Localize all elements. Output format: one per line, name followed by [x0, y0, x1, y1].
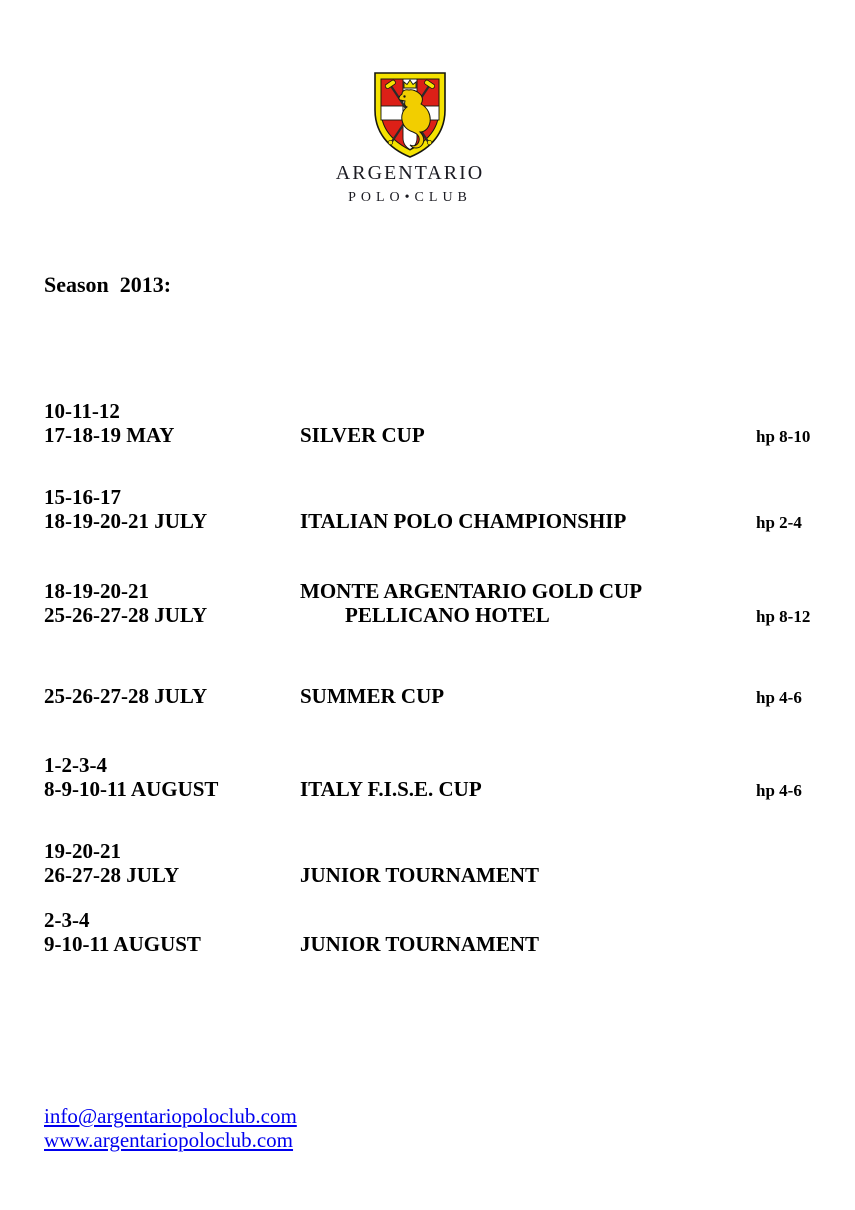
entry-date-line2: 9-10-11 AUGUST	[44, 932, 201, 956]
entry-date-line2: 25-26-27-28 JULY	[44, 603, 208, 627]
schedule-entry-fise-cup	[44, 753, 834, 801]
entry-event-name-line1: MONTE ARGENTARIO GOLD CUP	[300, 579, 643, 603]
schedule-entry-junior-tournament-august	[44, 908, 834, 956]
season-heading: Season 2013:	[44, 272, 172, 297]
entry-date-line1: 18-19-20-21	[44, 579, 149, 603]
entry-date-line2: 17-18-19 MAY	[44, 423, 175, 447]
entry-event-name: JUNIOR TOURNAMENT	[300, 932, 539, 956]
schedule-entry-italian-polo-championship	[44, 485, 834, 533]
entry-date-line1: 15-16-17	[44, 485, 121, 509]
entry-date-line1: 10-11-12	[44, 399, 120, 423]
entry-date-line1: 2-3-4	[44, 908, 90, 932]
entry-handicap: hp 4-6	[756, 688, 802, 707]
schedule-entry-silver-cup	[44, 399, 834, 447]
schedule-entry-summer-cup	[44, 684, 834, 708]
entry-event-name: ITALY F.I.S.E. CUP	[300, 777, 482, 801]
entry-handicap: hp 8-12	[756, 607, 811, 626]
club-subtitle: POLO•CLUB	[348, 190, 472, 205]
schedule-entry-gold-cup	[44, 579, 834, 627]
entry-handicap: hp 2-4	[756, 513, 802, 532]
entry-event-name-line2: PELLICANO HOTEL	[345, 603, 550, 627]
entry-date-line1: 19-20-21	[44, 839, 121, 863]
club-name: ARGENTARIO	[335, 162, 485, 184]
entry-event-name: ITALIAN POLO CHAMPIONSHIP	[300, 509, 627, 533]
footer-contact-links	[44, 1104, 297, 1152]
entry-date-line1: 1-2-3-4	[44, 753, 107, 777]
entry-handicap: hp 4-6	[756, 781, 802, 800]
entry-date-line2: 8-9-10-11 AUGUST	[44, 777, 219, 801]
entry-event-name: SILVER CUP	[300, 423, 425, 447]
entry-date-line2: 26-27-28 JULY	[44, 863, 180, 887]
entry-date-line2: 25-26-27-28 JULY	[44, 684, 208, 708]
entry-handicap: hp 8-10	[756, 427, 811, 446]
entry-event-name: JUNIOR TOURNAMENT	[300, 863, 539, 887]
schedule-entry-junior-tournament-july	[44, 839, 834, 887]
entry-date-line2: 18-19-20-21 JULY	[44, 509, 208, 533]
polo-club-crest-icon	[369, 70, 451, 160]
entry-event-name: SUMMER CUP	[300, 684, 445, 708]
website-link[interactable]: www.argentariopoloclub.com	[44, 1128, 294, 1152]
email-link[interactable]: info@argentariopoloclub.com	[44, 1104, 297, 1128]
